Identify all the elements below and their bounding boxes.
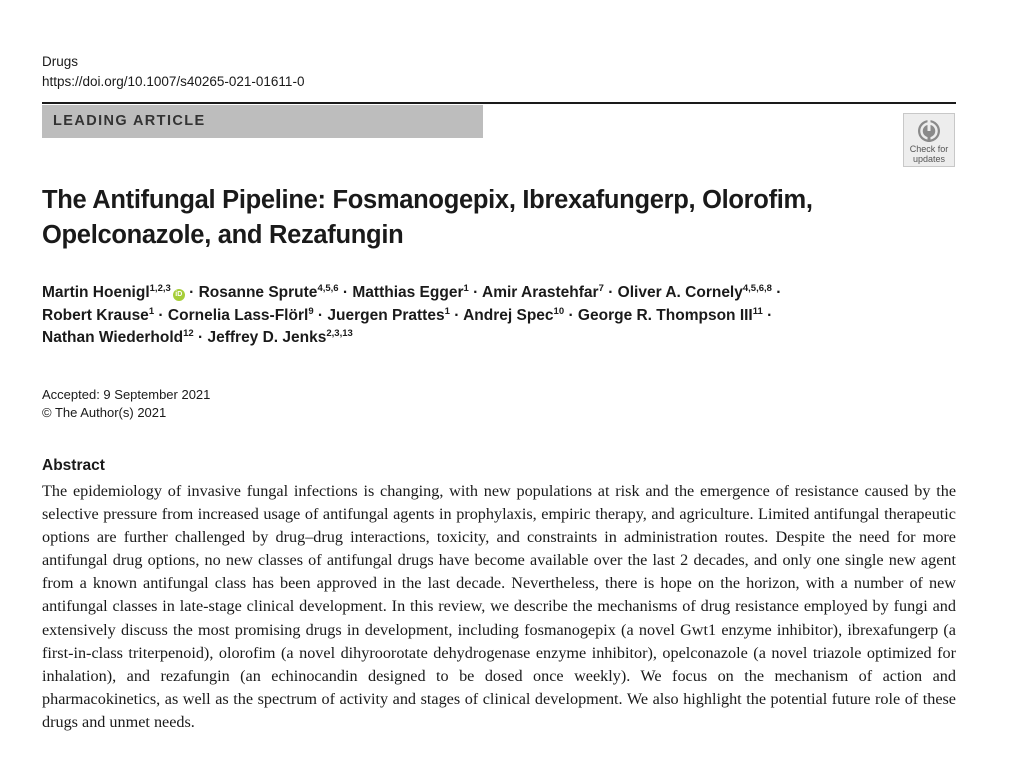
author[interactable]: George R. Thompson III$^{11}$ [577, 305, 763, 324]
accepted-date: Accepted: 9 September 2021 [42, 387, 211, 402]
author-list: Martin Hoenigl$^{1,2,3}$iD · Rosanne Sprute$^{4,5,6}$ · Matthias Egger$^1$ · Amir Arastehfar$^7$ · Oliver A. Cornely$^{4,5,6,8}$ · Robert Krause$^1$ · Cornelia Lass-Flörl$^9$ · Juergen Prattes$^1$ · Andrej Spec$^{10}$ · George R. Thompson III$^{11}$ · Nathan Wiederhold$^{12}$ · Jeffrey D. Jenks$^{2,3,13}$ [42, 283, 782, 346]
article-type-banner: LEADING ARTICLE [42, 105, 483, 138]
author[interactable]: Martin Hoenigl$^{1,2,3}$iD [42, 284, 185, 301]
check-for-updates-icon [916, 118, 942, 144]
author[interactable]: Cornelia Lass-Flörl$^9$ [167, 305, 314, 324]
author[interactable]: Robert Krause$^1$ [42, 305, 155, 324]
author[interactable]: Rosanne Sprute$^{4,5,6}$ [198, 283, 339, 301]
title-line-2: Opelconazole, and Rezafungin [42, 221, 404, 249]
author[interactable]: Andrej Spec$^{10}$ [463, 305, 565, 324]
copyright: © The Author(s) 2021 [42, 405, 167, 420]
author[interactable]: Amir Arastehfar$^7$ [482, 283, 604, 301]
orcid-icon[interactable]: iD [173, 289, 185, 301]
author[interactable]: Juergen Prattes$^1$ [327, 305, 450, 324]
title-line-1: The Antifungal Pipeline: Fosmanogepix, Ibrexafungerp, Olorofim, [42, 186, 813, 214]
check-for-updates-line1: Check for [909, 144, 949, 154]
header-rule [42, 102, 956, 104]
journal-header [42, 52, 304, 92]
author[interactable]: Jeffrey D. Jenks$^{2,3,13}$ [207, 328, 353, 346]
doi-link[interactable]: https://doi.org/10.1007/s40265-021-01611-0 [42, 74, 305, 89]
author[interactable]: Matthias Egger$^1$ [352, 283, 469, 301]
article-title [42, 183, 942, 253]
author[interactable]: Nathan Wiederhold$^{12}$ [42, 328, 194, 346]
check-for-updates-line2: updates [912, 154, 946, 164]
abstract-heading: Abstract [42, 457, 105, 474]
check-for-updates-button[interactable] [903, 113, 955, 167]
author[interactable]: Oliver A. Cornely$^{4,5,6,8}$ [617, 283, 772, 301]
abstract-text: The epidemiology of invasive fungal infections is changing, with new populations at risk and the emergence of resistance caused by the selective pressure from increased usage of antifungal agents in prophylaxis, empiric therapy, and agriculture. Limited antifungal therapeutic options are further challenged by drug–drug interactions, toxicity, and constraints in administration routes. Despite the need for more antifungal drug options, no new classes of antifungal drugs have become available over the last 2 decades, and only one single new agent from a known antifungal class has been approved in the last decade. Nevertheless, there is hope on the horizon, with a number of new antifungal classes in late-stage clinical development. In this review, we describe the mechanisms of drug resistance employed by fungi and extensively discuss the most promising drugs in development, including fosmanogepix (a novel Gwt1 enzyme inhibitor), ibrexafungerp (a first-in-class triterpenoid), olorofim (a novel dihyroorotate dehydrogenase enzyme inhibitor), opelconazole (a novel triazole optimized for inhalation), and rezafungin (an echinocandin designed to be dosed once weekly). We focus on the mechanism of action and pharmacokinetics, as well as the spectrum of activity and stages of clinical development. We also highlight the potential future role of these drugs and unmet needs. [42, 482, 956, 731]
journal-name: Drugs [42, 54, 79, 69]
article-dates [42, 386, 210, 422]
